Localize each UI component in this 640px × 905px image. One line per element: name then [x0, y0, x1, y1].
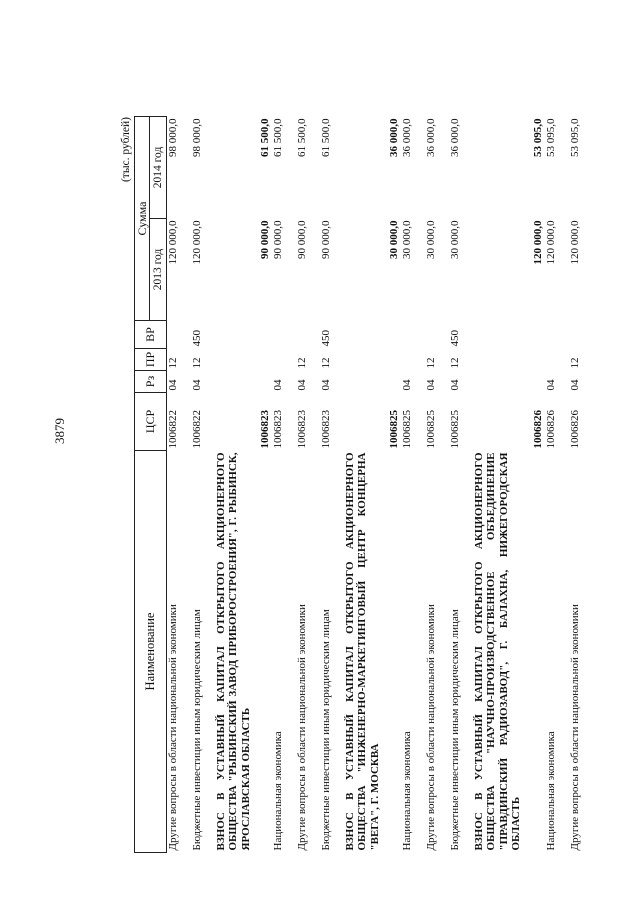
row-sum-2014: 98 000,0	[167, 118, 179, 157]
row-csr: 1006826	[544, 410, 557, 449]
table-row	[320, 116, 344, 852]
row-name: Бюджетные инвестиции иным юридическим лицам	[319, 609, 332, 851]
row-sum-2014: 98 000,0	[190, 118, 203, 157]
row-sum-2013: 30 000,0	[400, 220, 413, 259]
row-rz: 04	[568, 379, 581, 391]
row-csr: 1006822	[167, 410, 179, 449]
table-row	[401, 116, 425, 852]
row-rz: 04	[424, 379, 437, 391]
row-vr	[272, 321, 296, 349]
row-rz: 04	[544, 379, 557, 391]
row-sum-2014: 61 500,0	[259, 118, 271, 157]
table-row	[449, 116, 473, 852]
row-sum-2014: 61 500,0	[319, 118, 332, 157]
table-row-heading	[473, 116, 545, 852]
row-name: ВЗНОС В УСТАВНЫЙ КАПИТАЛ ОТКРЫТОГО АКЦИОНЕРНОГО ОБЩЕСТВА "ИНЖЕНЕРНО-МАРКЕТИНГОВЫЙ ЦЕНТР КОНЦЕРНА "ВЕГА", Г. МОСКВА	[343, 452, 381, 851]
table-row	[545, 116, 569, 852]
row-vr	[569, 321, 593, 349]
row-name: Национальная экономика	[271, 731, 284, 851]
row-name: Другие вопросы в области национальной экономики	[568, 604, 581, 851]
row-sum-2013: 120 000,0	[167, 220, 179, 265]
row-pr	[473, 349, 545, 371]
table-row	[191, 116, 215, 852]
row-csr: 1006826	[532, 410, 544, 449]
row-rz: 04	[190, 379, 203, 391]
header-year-2013: 2013 год	[150, 219, 167, 321]
row-pr	[344, 349, 401, 371]
row-name: Национальная экономика	[400, 731, 413, 851]
row-sum-2014: 53 095,0	[532, 118, 544, 157]
row-sum-2014: 36 000,0	[424, 118, 437, 157]
row-sum-2013: 120 000,0	[532, 220, 544, 265]
row-vr: 450	[319, 330, 332, 347]
row-vr: 450	[190, 330, 203, 347]
rotated-page-content	[118, 117, 581, 853]
header-name: Наименование	[135, 451, 167, 853]
row-sum-2013: 90 000,0	[319, 220, 332, 259]
row-vr	[296, 321, 320, 349]
row-sum-2013: 90 000,0	[271, 220, 284, 259]
row-sum-2013: 120 000,0	[190, 220, 203, 265]
table-row-heading	[215, 116, 272, 852]
row-rz: 04	[295, 379, 308, 391]
header-csr: ЦСР	[135, 393, 167, 451]
header-pr: ПР	[135, 349, 167, 371]
row-rz: 04	[400, 379, 413, 391]
row-vr	[545, 321, 569, 349]
row-name: Бюджетные инвестиции иным юридическим лицам	[448, 609, 461, 851]
row-csr: 1006825	[424, 410, 437, 449]
row-sum-2014: 36 000,0	[388, 118, 400, 157]
table-row	[167, 116, 191, 852]
row-pr	[272, 349, 296, 371]
row-pr: 12	[424, 357, 437, 369]
header-sum: Сумма	[135, 116, 150, 320]
row-vr	[425, 321, 449, 349]
row-sum-2013: 30 000,0	[388, 220, 400, 259]
row-pr	[545, 349, 569, 371]
row-csr: 1006823	[259, 410, 271, 449]
row-rz: 04	[319, 379, 332, 391]
row-vr	[344, 321, 401, 349]
row-rz	[473, 371, 545, 393]
row-sum-2014: 61 500,0	[271, 118, 284, 157]
header-year-2014: 2014 год	[150, 116, 167, 218]
header-rz: Рз	[135, 371, 167, 393]
row-sum-2014: 36 000,0	[448, 118, 461, 157]
table-row	[569, 116, 593, 852]
row-sum-2013: 30 000,0	[448, 220, 461, 259]
row-csr: 1006823	[271, 410, 284, 449]
row-pr: 12	[190, 357, 203, 369]
row-pr: 12	[295, 357, 308, 369]
row-sum-2013: 90 000,0	[259, 220, 271, 259]
row-csr: 1006822	[190, 410, 203, 449]
table-row	[425, 116, 449, 852]
row-csr: 1006823	[295, 410, 308, 449]
row-vr	[473, 321, 545, 349]
row-sum-2013: 120 000,0	[544, 220, 557, 265]
row-vr: 450	[448, 330, 461, 347]
row-csr: 1006825	[400, 410, 413, 449]
row-name: Национальная экономика	[544, 731, 557, 851]
row-vr	[215, 321, 272, 349]
row-sum-2013: 120 000,0	[568, 220, 581, 265]
row-csr: 1006826	[568, 410, 581, 449]
budget-table	[134, 116, 593, 853]
row-name: ВЗНОС В УСТАВНЫЙ КАПИТАЛ ОТКРЫТОГО АКЦИОНЕРНОГО ОБЩЕСТВА "НАУЧНО-ПРОИЗВОДСТВЕННОЕ ОБЪЕДИНЕНИЕ "ПРАВДИНСКИЙ РАДИОЗАВОД", Г. БАЛАХНА, НИЖЕГОРОДСКАЯ ОБЛАСТЬ	[472, 452, 522, 851]
row-csr: 1006823	[319, 410, 332, 449]
row-pr	[401, 349, 425, 371]
header-vr: ВР	[135, 321, 167, 349]
row-rz	[215, 371, 272, 393]
table-row-heading	[344, 116, 401, 852]
row-pr: 12	[167, 357, 179, 369]
row-sum-2013: 30 000,0	[424, 220, 437, 259]
row-sum-2014: 53 095,0	[544, 118, 557, 157]
row-sum-2014: 53 095,0	[568, 118, 581, 157]
row-pr	[215, 349, 272, 371]
row-name: ВЗНОС В УСТАВНЫЙ КАПИТАЛ ОТКРЫТОГО АКЦИОНЕРНОГО ОБЩЕСТВА "РЫБИНСКИЙ ЗАВОД ПРИБОРОСТРОЕНИЯ", Г. РЫБИНСК, ЯРОСЛАВСКАЯ ОБЛАСТЬ	[214, 452, 252, 851]
units-note: (тыс. рублей)	[120, 117, 132, 183]
row-rz: 04	[167, 379, 179, 391]
page-number: 3879	[52, 418, 67, 444]
table-body	[167, 116, 593, 852]
row-csr: 1006825	[448, 410, 461, 449]
table-row	[272, 116, 296, 852]
row-sum-2014: 36 000,0	[400, 118, 413, 157]
table-row	[296, 116, 320, 852]
row-pr: 12	[568, 357, 581, 369]
row-csr: 1006825	[388, 410, 400, 449]
row-rz	[344, 371, 401, 393]
row-rz: 04	[448, 379, 461, 391]
row-name: Бюджетные инвестиции иным юридическим лицам	[190, 609, 203, 851]
row-vr	[401, 321, 425, 349]
row-sum-2014: 61 500,0	[295, 118, 308, 157]
row-rz: 04	[271, 379, 284, 391]
row-name: Другие вопросы в области национальной экономики	[167, 604, 179, 851]
row-sum-2013: 90 000,0	[295, 220, 308, 259]
row-pr: 12	[319, 357, 332, 369]
row-vr	[167, 321, 191, 349]
row-name: Другие вопросы в области национальной экономики	[424, 604, 437, 851]
table-header	[135, 116, 167, 852]
row-pr: 12	[448, 357, 461, 369]
row-name: Другие вопросы в области национальной экономики	[295, 604, 308, 851]
